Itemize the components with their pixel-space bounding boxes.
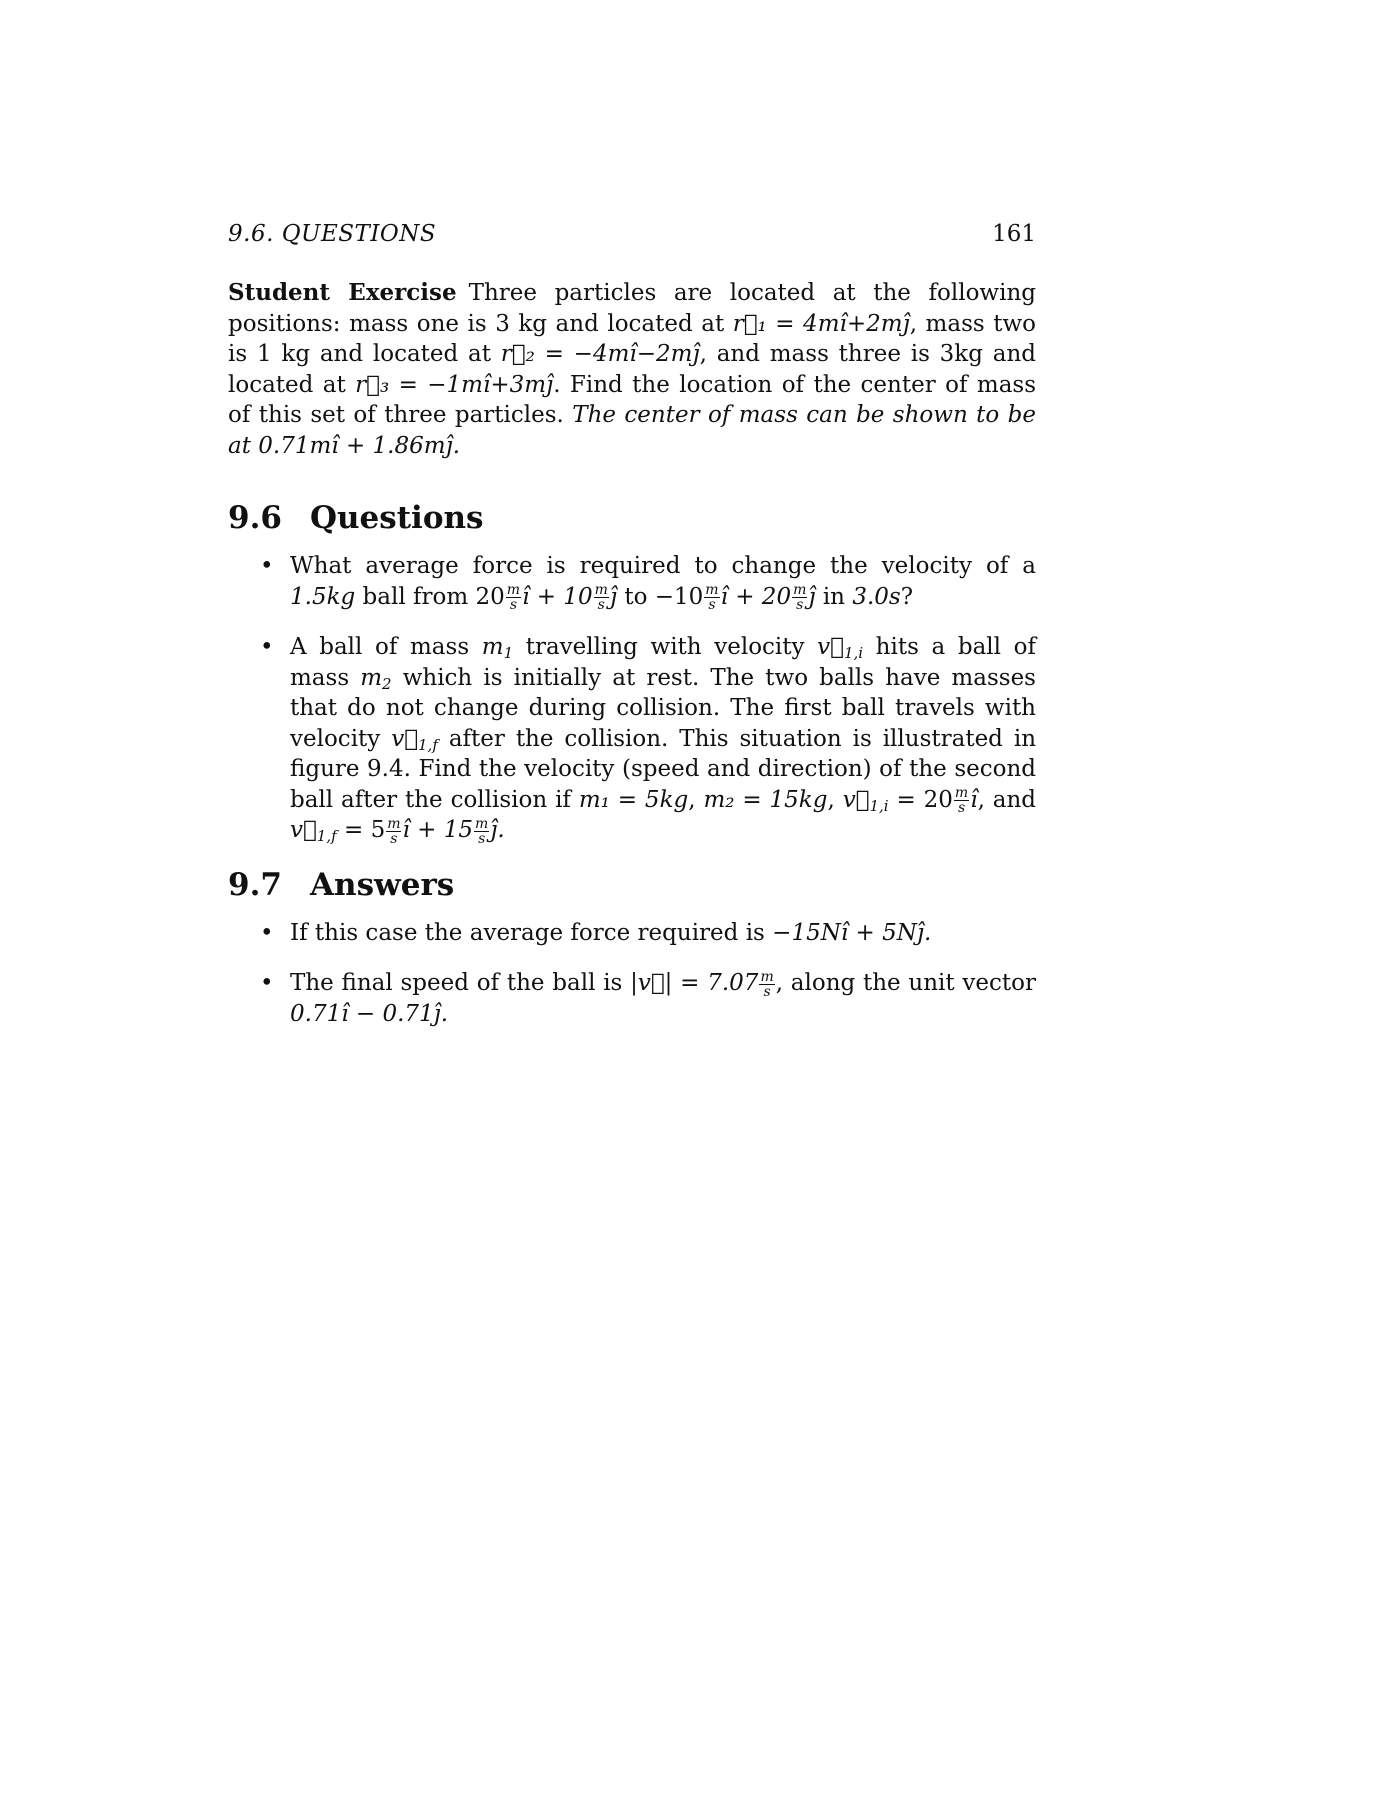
exercise-r1: r⃗₁ = 4mî+2mĵ: [732, 310, 910, 337]
exercise-text-d: . Find the location of the center of mass of this set of three particles.: [228, 371, 1037, 428]
student-exercise: [228, 278, 1036, 461]
q1-velocity-from: ĵ: [609, 583, 618, 610]
q2-given-v1f: î + 15: [402, 817, 474, 843]
q2-m1-sub: 1: [503, 644, 514, 662]
a2-speed: |v⃗| = 7.07: [630, 970, 759, 996]
section-heading-questions: [228, 499, 1036, 537]
fraction-m-per-s: $\frac{m}{s}$: [506, 582, 521, 613]
q2-text: , and: [977, 786, 1037, 813]
a1-value: −15Nî + 5Nĵ.: [772, 919, 932, 946]
fraction-m-per-s: $\frac{m}{s}$: [705, 582, 719, 613]
q2-given-v1f: ĵ.: [490, 817, 505, 843]
fraction-m-per-s: $\frac{m}{s}$: [387, 815, 401, 847]
q2-given-v1f: v⃗: [290, 817, 317, 843]
q1-velocity-from: 20: [475, 583, 505, 610]
list-item: [260, 632, 1037, 847]
section-title: Questions: [310, 500, 484, 536]
q2-v1f-sub: 1,f: [418, 735, 438, 754]
section-number: 9.7: [228, 866, 282, 903]
q1-velocity-to: −10: [654, 583, 704, 610]
q1-mass: 1.5kg: [290, 583, 356, 610]
q2-m2: m: [360, 664, 383, 691]
q2-text: after the collision. This situation is illustrated in figure 9.4. Find the velocity (speed and direction) of the second ball after the collision if: [290, 725, 1037, 813]
q2-given-v1i: = 20: [888, 786, 953, 813]
q1-velocity-from: î + 10: [522, 583, 593, 610]
fraction-m-per-s: $\frac{m}{s}$: [954, 785, 969, 816]
q2-given-v1i-sub: 1,i: [869, 796, 889, 815]
a2-vector: 0.71î − 0.71ĵ.: [290, 1000, 449, 1027]
q2-v1i: v⃗: [817, 634, 844, 660]
exercise-answer-value: 0.71mî + 1.86mĵ.: [258, 432, 461, 459]
exercise-r3: r⃗₃ = −1mî+3mĵ: [355, 371, 554, 398]
q2-text: travelling with velocity: [513, 634, 818, 660]
list-item: [260, 918, 1036, 949]
q2-v1i-sub: 1,i: [843, 644, 864, 662]
fraction-m-per-s: $\frac{m}{s}$: [760, 968, 774, 1000]
q2-v1f: v⃗: [391, 725, 419, 752]
exercise-answer-italic: The center of mass can be shown to be at: [228, 402, 1036, 459]
bullet-icon: •: [260, 553, 274, 579]
fraction-m-per-s: $\frac{m}{s}$: [594, 582, 608, 613]
q2-text: which is initially at rest. The two balls have masses that do not change during collision. The first ball travels with velocity: [290, 664, 1036, 752]
q2-given-m1: m₁ = 5kg: [578, 786, 689, 813]
bullet-icon: •: [260, 970, 274, 996]
q1-velocity-to: ĵ: [808, 583, 816, 610]
q1-text: in: [815, 583, 853, 610]
page-number: 161: [992, 221, 1036, 247]
exercise-text-c: , and mass three is 3kg and located at: [228, 341, 1037, 398]
exercise-text-b: , mass two is 1 kg and located at: [228, 310, 1036, 367]
section-title: Answers: [310, 866, 455, 903]
q1-text: ball from: [355, 583, 476, 610]
q1-text: to: [617, 583, 655, 610]
q2-text: ,: [827, 786, 843, 813]
a1-text: If this case the average force required is: [290, 919, 773, 946]
bullet-icon: •: [260, 634, 274, 660]
q1-velocity-to: î + 20: [720, 583, 792, 610]
exercise-label: Student Exercise: [228, 279, 457, 306]
q1-text: ?: [900, 583, 914, 610]
q2-given-v1f-sub: 1,f: [316, 827, 337, 845]
a2-text: The final speed of the ball is: [290, 970, 631, 996]
bullet-icon: •: [260, 919, 274, 946]
list-item: [260, 551, 1036, 613]
q2-m2-sub: 2: [382, 674, 392, 693]
running-header: [228, 220, 1036, 248]
questions-list: [228, 551, 1036, 846]
section-heading-answers: [228, 866, 1036, 904]
running-header-title: 9.6. QUESTIONS: [228, 221, 437, 247]
q2-m1: m: [481, 634, 504, 660]
q1-text: What average force is required to change the velocity of a: [290, 553, 1036, 579]
fraction-m-per-s: $\frac{m}{s}$: [793, 582, 807, 613]
q2-given-v1f: = 5: [336, 817, 386, 843]
q2-given-v1i: î: [970, 786, 978, 813]
section-number: 9.6: [228, 500, 282, 536]
q2-text: hits a ball of mass: [290, 634, 1036, 691]
exercise-text-a: Three particles are located at the following positions: mass one is 3 kg and located at: [228, 280, 1037, 337]
q2-text: A ball of mass: [290, 634, 482, 660]
a2-text: , along the unit vector: [775, 970, 1036, 996]
list-item: [260, 968, 1036, 1029]
q1-time: 3.0s: [852, 583, 901, 610]
q2-given-m2: m₂ = 15kg: [703, 786, 828, 813]
answers-list: [228, 918, 1036, 1030]
q2-given-v1i: v⃗: [842, 786, 870, 813]
page: [228, 220, 1036, 1049]
exercise-r2: r⃗₂ = −4mî−2mĵ: [500, 341, 700, 367]
q2-text: ,: [688, 786, 704, 813]
fraction-m-per-s: $\frac{m}{s}$: [475, 815, 489, 847]
